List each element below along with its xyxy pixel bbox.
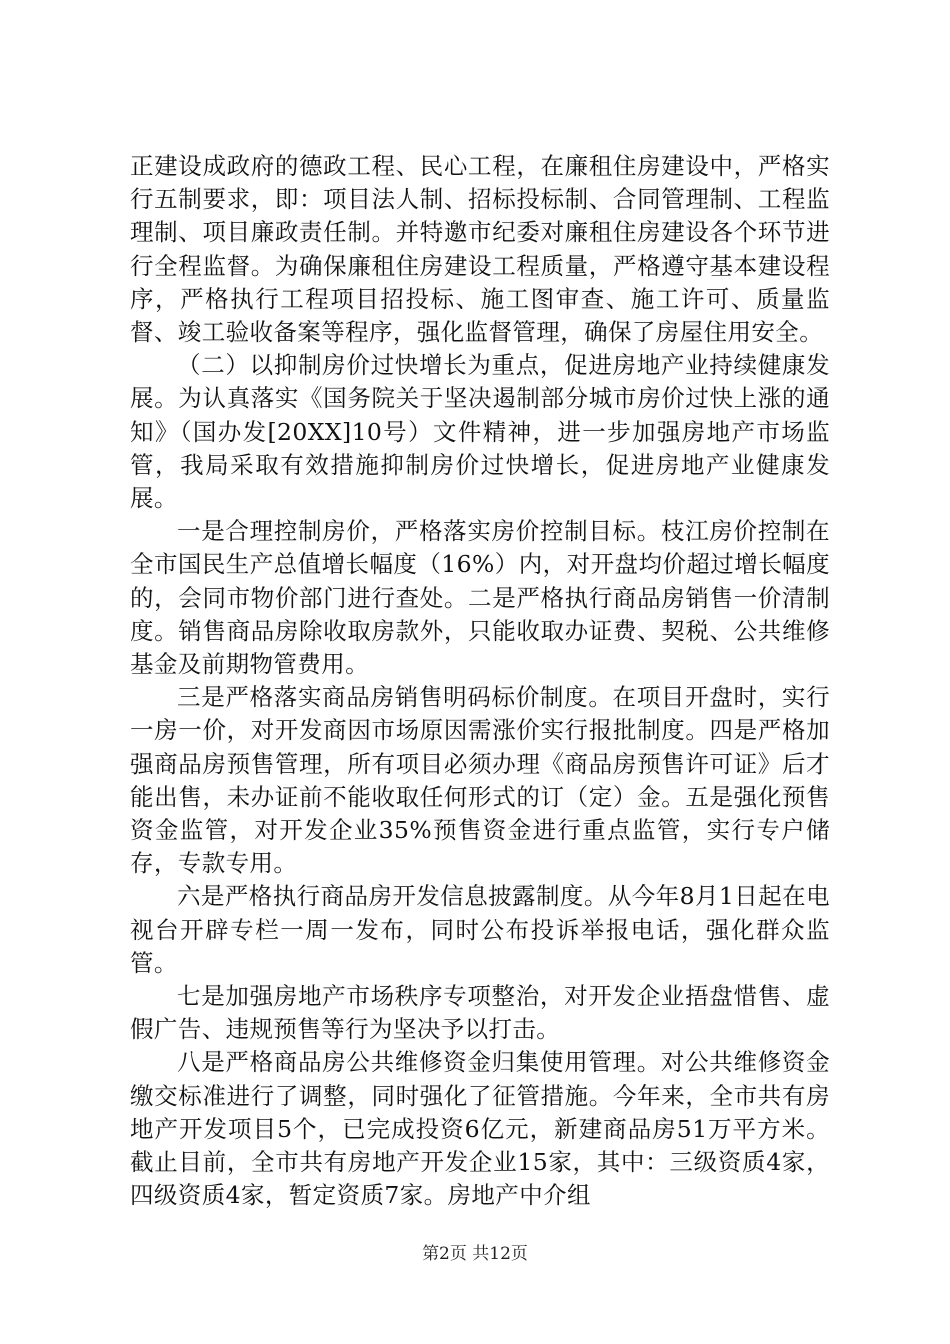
paragraph-measure-six: 六是严格执行商品房开发信息披露制度。从今年8月1日起在电视台开辟专栏一周一发布，同时公布投诉举报电话，强化群众监管。 (130, 882, 830, 977)
paragraph-measure-eight: 八是严格商品房公共维修资金归集使用管理。对公共维修资金缴交标准进行了调整，同时强化了征管措施。今年来，全市共有房地产开发项目5个，已完成投资6亿元，新建商品房51万平方米。截止目前，全市共有房地产开发企业15家，其中：三级资质4家，四级资质4家，暂定资质7家。房地产中介组 (130, 1048, 830, 1210)
page-number-footer: 第2页 共12页 (422, 1244, 528, 1264)
document-body (130, 150, 830, 1213)
paragraph-section-two: （二）以抑制房价过快增长为重点，促进房地产业持续健康发展。为认真落实《国务院关于坚决遏制部分城市房价过快上涨的通知》（国办发[20XX]10号）文件精神，进一步加强房地产市场监管，我局采取有效措施抑制房价过快增长，促进房地产业健康发展。 (130, 351, 830, 513)
paragraph-measures-three-five: 三是严格落实商品房销售明码标价制度。在项目开盘时，实行一房一价，对开发商因市场原因需涨价实行报批制度。四是严格加强商品房预售管理，所有项目必须办理《商品房预售许可证》后才能出售，未办证前不能收取任何形式的订（定）金。五是强化预售资金监管，对开发企业35%预售资金进行重点监管，实行专户储存，专款专用。 (130, 683, 830, 878)
paragraph-measures-one-two: 一是合理控制房价，严格落实房价控制目标。枝江房价控制在全市国民生产总值增长幅度（16%）内，对开盘均价超过增长幅度的，会同市物价部门进行查处。二是严格执行商品房销售一价清制度。销售商品房除收取房款外，只能收取办证费、契税、公共维修基金及前期物管费用。 (130, 517, 830, 679)
paragraph-continuation: 正建设成政府的德政工程、民心工程，在廉租住房建设中，严格实行五制要求，即：项目法人制、招标投标制、合同管理制、工程监理制、项目廉政责任制。并特邀市纪委对廉租住房建设各个环节进行全程监督。为确保廉租住房建设工程质量，严格遵守基本建设程序，严格执行工程项目招投标、施工图审查、施工许可、质量监督、竣工验收备案等程序，强化监督管理，确保了房屋住用安全。 (130, 152, 830, 347)
paragraph-measure-seven: 七是加强房地产市场秩序专项整治，对开发企业捂盘惜售、虚假广告、违规预售等行为坚决予以打击。 (130, 982, 830, 1044)
